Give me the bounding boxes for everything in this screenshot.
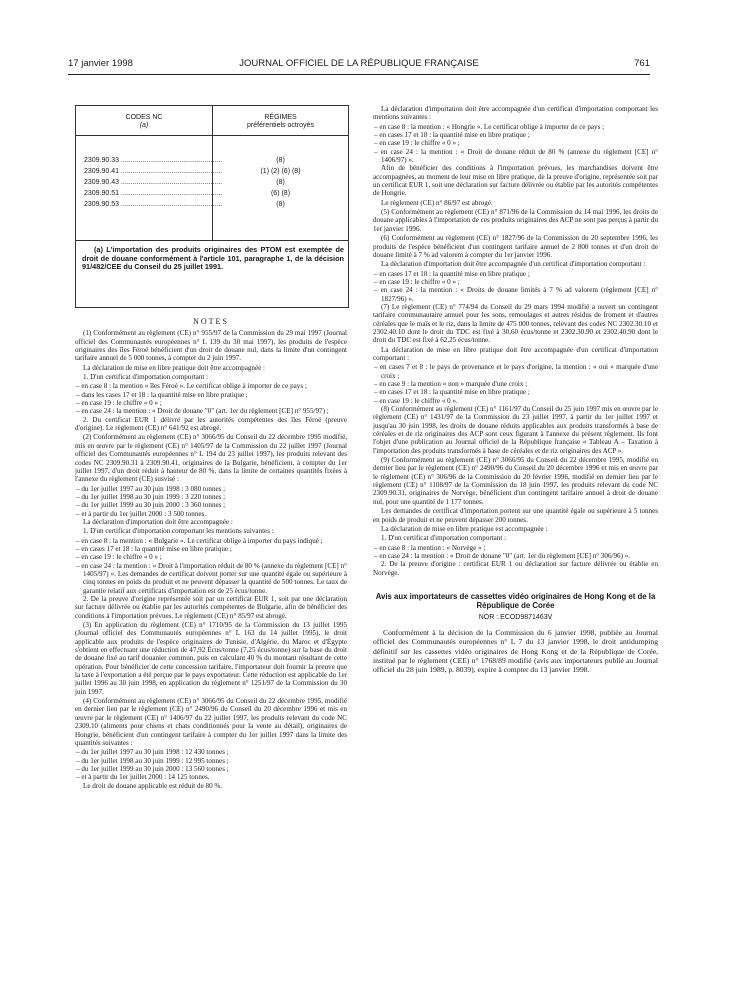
paragraph: Le règlement (CE) n° 86/97 est abrogé. [381, 198, 493, 207]
column-right [373, 105, 658, 674]
paragraph: La déclaration de mise en libre pratique doit être accompagnée : [83, 363, 265, 372]
paragraph: (3) En application du règlement (CE) n° 1710/95 de la Commission du 13 juillet 1995 (Journal officiel des Communautés européennes n° L 163 du 14 juillet 1995), le droit applicable aux produits de l'espèce originaires de Tunisie, d'Algérie, du Maroc et d'Égypte s'obtient en effectuant une réduction de 47,92 Écus/tonne (7,25 écus/tonne) sur la base du droit de douane fixé au tarif douanier commun, puis en calculant 40 % du montant résultant de cette opération. Pour bénéficier de cette concession tarifaire, l'importateur doit fournir la preuve que la taxe à l'exportation a été perçue par le pays exportateur. Cette réduction est applicable du 1er juillet 1996 au 30 juin 1998, en application du règlement n° 1251/97 de la Commission du 30 juin 1997. [75, 621, 347, 696]
header-rule [68, 74, 650, 75]
paragraph: La déclaration de mise en libre pratique est accompagnée : [381, 524, 548, 533]
notes-heading: NOTES [193, 317, 229, 326]
list-item: – en case 8 : la mention « îles Féroé ». Le certificat oblige à importer de ce pays ; [76, 382, 307, 391]
table-divider [76, 135, 348, 136]
header-title: JOURNAL OFFICIEL DE LA RÉPUBLIQUE FRANÇAISE [239, 58, 479, 69]
notice-title: Avis aux importateurs de cassettes vidéo originaires de Hong Kong et de la République de Corée [375, 591, 656, 611]
table-divider [76, 240, 348, 241]
list-item: – en case 8 : la mention : « Norvège » ; [374, 543, 486, 552]
list-item: – en cases 17 et 18 : la quantité mise en libre pratique ; [374, 131, 530, 140]
paragraph: 1. D'un certificat d'importation comportant : [83, 373, 209, 382]
table-cell-code: 2309.90.51 .................................................... [84, 190, 223, 197]
list-item: – et à partir du 1er juillet 2000 : 3 500 tonnes. [76, 509, 207, 518]
list-item: – du 1er juillet 1999 au 30 juin 2000 : 3 360 tonnes ; [76, 501, 226, 510]
list-item: – en case 19 : le chiffre « 0 » ; [374, 277, 460, 286]
paragraph: La déclaration de mise en libre pratique doit être accompagnée d'un certificat d'importation comportant : [373, 345, 658, 362]
list-item: – en cases 17 et 18 : la quantité mise en libre pratique ; [374, 269, 530, 278]
list-item: – en case 24 : la mention : « Droit de douane "0" (art. 1er du règlement [CE] n° 955/97) ; [76, 407, 329, 416]
table-cell-code: 2309.90.43 .................................................... [84, 179, 223, 186]
paragraph: (2) Conformément au règlement (CE) n° 3066/95 du Conseil du 22 décembre 1995 modifié, mis en œuvre par le règlement (CE) n° 1405/97 de la Commission du 22 juillet 1997 (Journal officiel des Communautés européennes n° L 194 du 23 juillet 1997), les produits relevant des codes NC 2309.90.31 à 2309.90.41, originaires de la Bulgarie, bénéficient, à compter du 1er juillet 1997, d'un droit réduit à hauteur de 80 %, dans la limite de certaines quantités fixées à l'annexe du règlement (CE) susvisé : [75, 433, 347, 484]
table-cell-code: 2309.90.41 .................................................... [84, 168, 223, 175]
table-cell-regime: (8) [276, 179, 285, 186]
table-cell-regime: (6) (8) [270, 190, 291, 197]
table-footnote: (a) L'importation des produits originaires des PTOM est exemptée de droit de douane conformément à l'article 101, paragraphe 1, de la décision 91/482/CEE du Conseil du 25 juillet 1991. [82, 245, 344, 272]
column-left [75, 318, 347, 791]
paragraph: 2. Du certificat EUR 1 délivré par les autorités compétentes des îles Féroé (preuve d'origine). Le règlement (CE) n° 641/92 est abrogé. [75, 415, 347, 433]
paragraph: La déclaration d'importation doit être accompagnée d'un certificat d'importation comportant : [381, 260, 646, 269]
notice-reference: NOR : ECOD9871463V [478, 613, 553, 621]
paragraph: La déclaration d'importation doit être accompagnée d'un certificat d'importation comportant les mentions suivantes : [373, 105, 658, 122]
list-item: – en case 8 : la mention : « Hongrie ». Le certificat oblige à importer de ce pays ; [374, 122, 605, 131]
paragraph: 1. D'un certificat d'importation comportant : [381, 534, 507, 543]
paragraph: (7) Le règlement (CE) n° 774/94 du Conseil du 29 mars 1994 modifié a ouvert un contingent tarifaire communautaire annuel pour les sons, remoulages et autres résidus de froment et d'autres céréales que le maïs et le riz, dans la limite de 475 000 tonnes, relevant des codes NC 2302.30.10 et 2302.40.10 dont le droit du TDC est fixé à 30,60 écus/tonne et 2302.30.90 et 2302.40.90 dont le droit du TDC est fixé à 62,25 écus/tonne. [373, 302, 658, 345]
list-item: – en case 19 : le chiffre « 0 ». [374, 396, 458, 405]
paragraph: Le droit de douane applicable est réduit de 80 %. [83, 781, 223, 790]
list-item: – en case 9 : la mention « non » marquée d'une croix ; [374, 380, 528, 388]
notice-body: Conformément à la décision de la Commission du 6 janvier 1998, publiée au Journal officiel des Communautés européennes n° L 7 du 13 janvier 1998, le droit antidumping définitif sur les cassettes vidéo originaires de Hong Kong et de la République de Corée, institué par le règlement (CEE) n° 1768/89 modifié (avis aux importateurs publié au Journal officiel du 28 juin 1989, p. 8039), expire à compter du 13 janvier 1998. [373, 628, 658, 675]
list-item: – et à partir du 1er juillet 2000 : 14 125 tonnes. [76, 773, 210, 782]
list-item: – en case 19 : le chiffre « 0 » ; [76, 553, 162, 562]
list-item: – en case 8 : la mention : « Bulgarie ». Le certificat oblige à importer du pays indiqué ; [76, 536, 323, 545]
list-item: – dans les cases 17 et 18 : la quantité mise en libre pratique ; [76, 390, 248, 399]
paragraph: (6) Conformément au règlement (CE) n° 1827/96 de la Commission du 20 septembre 1996, les produits de l'espèce bénéficient d'un contingent tarifaire annuel de 2 800 tonnes et d'un droit de douane limité à 7 % ad valorem à compter du 1er janvier 1996. [373, 234, 658, 259]
list-item: – en case 19 : le chiffre « 0 » ; [374, 139, 460, 148]
header-date: 17 janvier 1998 [68, 58, 133, 69]
list-item: – en case 24 : la mention : « Droit de douane réduit de 80 % (annexe du règlement [CE] n° 1406/97) ». [374, 147, 658, 165]
list-item: – en case 19 : le chiffre « 0 » ; [76, 399, 162, 408]
list-item: – du 1er juillet 1998 au 30 juin 1999 : 3 220 tonnes ; [76, 492, 226, 501]
table-cell-regime: (8) [276, 157, 285, 164]
paragraph: 2. De la preuve d'origine représentée soit par un certificat EUR 1, soit par une déclaration sur facture délivrée ou établie par les autorités compétentes de Bulgarie, afin de bénéficier des conditions à l'importation prévues. Le règlement (CE) n° 85/97 est abrogé. [75, 595, 347, 620]
list-item: – en cases 7 et 8 : le pays de provenance et le pays d'origine, la mention : « oui » marquée d'une croix ; [374, 363, 658, 380]
paragraph: 1. D'un certificat d'importation comportant les mentions suivantes : [83, 527, 274, 536]
list-item: – en case 24 : la mention : « Droit de douane "0" (art. 1er du règlement [CE] n° 306/96) ». [374, 551, 631, 560]
table-cell-regime: (1) (2) (6) (8) [260, 168, 301, 175]
table-cell-regime: (8) [276, 201, 285, 208]
paragraph: 2. De la preuve d'origine : certificat EUR 1 ou déclaration sur facture délivrée ou établie en Norvège. [373, 560, 658, 577]
list-item: – en cases 17 et 18 : la quantité mise en libre pratique ; [374, 388, 530, 397]
list-item: – du 1er juillet 1997 au 30 juin 1998 : 12 430 tonnes ; [76, 748, 229, 757]
list-item: – en case 24 : la mention : « Droits de douane limités à 7 % ad valorem (règlement [CE] n° 1827/96) ». [374, 286, 658, 303]
paragraph: La déclaration d'importation doit être accompagnée : [83, 517, 233, 526]
page-header [68, 58, 650, 72]
list-item: – du 1er juillet 1998 au 30 juin 1999 : 12 995 tonnes ; [76, 756, 229, 765]
list-item: – du 1er juillet 1999 au 30 juin 2000 : 13 560 tonnes ; [76, 764, 229, 773]
table-cell-code: 2309.90.33 .................................................... [84, 157, 223, 164]
paragraph: (1) Conformément au règlement (CE) n° 955/97 de la Commission du 29 mai 1997 (Journal officiel des Communautés européennes n° L 139 du 30 mai 1997), les produits de l'espèce originaires des îles Féroé bénéficient d'un droit de douane nul, dans la limite d'un contingent tarifaire annuel de 5 000 tonnes, à compter du 2 juin 1997. [75, 329, 347, 363]
tariff-table [75, 105, 349, 308]
paragraph: (9) Conformément au règlement (CE) n° 3066/95 du Conseil du 22 décembre 1995, modifié en dernier lieu par le règlement (CE) n° 2490/96 du Conseil du 20 décembre 1996 et mis en œuvre par le règlement (CE) n° 306/96 de la Commission du 20 février 1996, modifié en dernier lieu par le règlement (CE) n° 1108/97 de la Commission du 18 juin 1997, les produits relevant du code NC 2309.90.31, originaires de Norvège, bénéficient d'un contingent tarifaire annuel à droit de douane nul, pour une quantité de 1 177 tonnes. [373, 456, 658, 506]
paragraph: (8) Conformément au règlement (CE) n° 1161/97 du Conseil du 25 juin 1997 mis en œuvre par le règlement (CE) n° 1431/97 de la Commission du 23 juillet 1997, à partir du 1er juillet 1997 et jusqu'au 30 juin 1998, les droits de douane réduits applicables aux produits transformés à base de céréales et de riz originaires des ACP sont ceux figurant à l'annexe du présent règlement. Ils font l'objet d'une publication au Journal officiel de la République française « Tableau A – Taxation à l'importation des produits transformés à base de céréales et de riz originaires des ACP ». [373, 405, 658, 455]
paragraph: Afin de bénéficier des conditions à l'importation prévues, les marchandises doivent être accompagnées, au moment de leur mise en libre pratique, de la preuve d'origine, représentée soit par un certificat EUR 1, soit une déclaration sur facture délivrée ou établie par les autorités compétentes de Hongrie. [373, 164, 658, 198]
table-cell-code: 2309.90.53 .................................................... [84, 201, 223, 208]
paragraph: (5) Conformément au règlement (CE) n° 871/96 de la Commission du 14 mai 1996, les droits de douane applicables à l'importation de ces produits originaires des ACP ne sont pas perçus à partir du 1er janvier 1996. [373, 208, 658, 233]
col-header-codes: CODES NC (a) [125, 114, 163, 129]
col-header-regimes: RÉGIMES préférentiels octroyés [247, 114, 314, 129]
paragraph: Les demandes de certificat d'importation portent sur une quantité égale ou supérieure à 5 tonnes en poids de produit et ne peuvent dépasser 200 tonnes. [373, 507, 658, 524]
page-number: 761 [634, 58, 650, 69]
list-item: – du 1er juillet 1997 au 30 juin 1998 : 3 080 tonnes ; [76, 484, 226, 493]
list-item: – en cases 17 et 18 : la quantité mise en libre pratique ; [76, 544, 232, 553]
list-item: – en case 24 : la mention : « Droit à l'importation réduit de 80 % (annexe du règlement [CE] n° 1405/97) ». Les demandes de certificat doivent porter sur une quantité égale ou supérieure à cinq tonnes en poids du produit et ne peuvent dépasser la quantité de 500 tonnes. Le taux de garantie relatif aux certificats d'importation est de 25 écus/tonne. [76, 561, 347, 595]
paragraph: (4) Conformément au règlement (CE) n° 3066/95 du Conseil du 22 décembre 1995, modifié en dernier lieu par le règlement (CE) n° 2490/96 du Conseil du 20 décembre 1996 et mis en œuvre par le règlement (CE) n° 1406/97 du 22 juillet 1997, les produits relevant du code NC 2309.10 (aliments pour chiens et chats conditionnés pour la vente au détail), originaires de Hongrie, bénéficient d'un contingent tarifaire à compter du 1er juillet 1997 dans la limite des quantités suivantes : [75, 697, 347, 747]
